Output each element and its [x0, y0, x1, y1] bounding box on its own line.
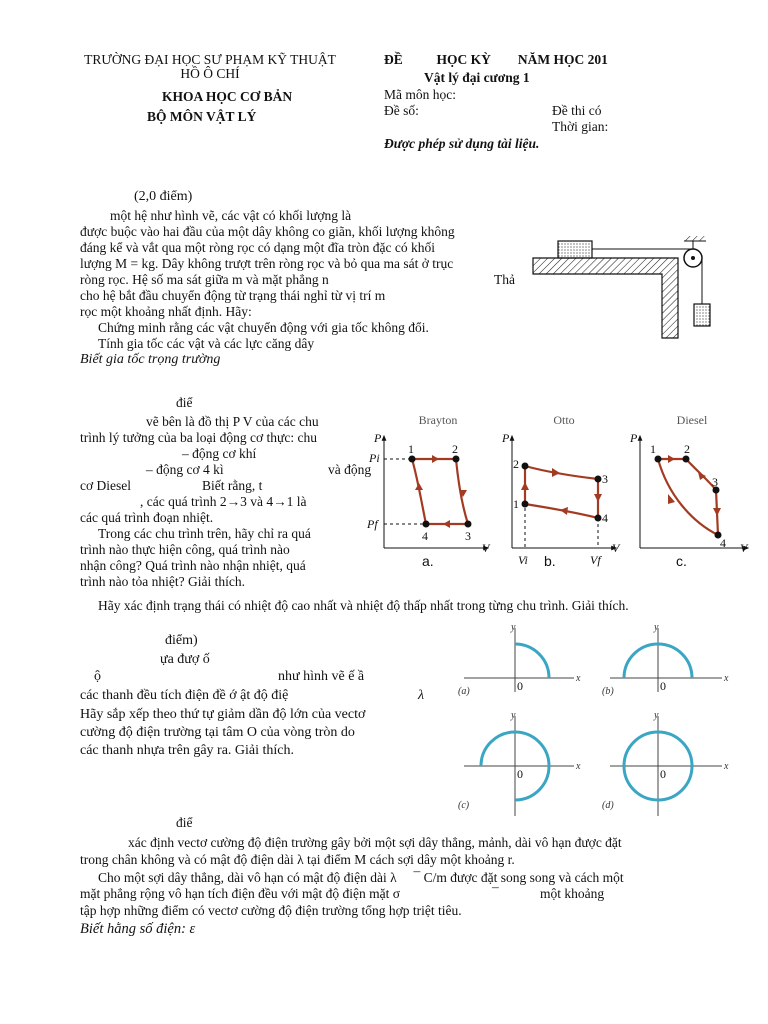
q2-line: nhận công? Quá trình nào nhận nhiệt, quá	[80, 558, 306, 573]
label-pf: Pf	[367, 517, 378, 531]
q1-points: (2,0 điểm)	[134, 189, 193, 204]
brayton-diagram	[366, 431, 491, 555]
q4-line: Biết hằng số điện: ε	[80, 921, 196, 937]
axis-v: V	[740, 541, 748, 555]
caption-a: a.	[422, 553, 434, 569]
time-label: Thời gian:	[552, 119, 609, 134]
origin-label: 0	[660, 767, 666, 781]
block-m2	[694, 304, 710, 326]
q2-line: trình nào thực hiện công, quá trình nào	[80, 542, 290, 557]
school-name-line2: HỒ Ô CHÍ	[180, 66, 240, 81]
q2-points: điể	[176, 395, 193, 410]
otto-point-1: 1	[513, 497, 519, 511]
q3-line: các thanh nhựa trên gây ra. Giải thích.	[80, 743, 294, 758]
caption-d: (d)	[602, 800, 614, 811]
q4-line: Cho một sợi dây thẳng, dài vô hạn có mật độ điện dài λ ¯ C/m được đặt song song và cách một	[98, 870, 624, 885]
caption-b: (b)	[602, 686, 614, 697]
q2-line: Biết rằng, t	[202, 478, 263, 493]
q4-line: xác định vectơ cường độ điện trường gây bởi một sợi dây thẳng, mảnh, dài vô hạn được đặt	[128, 835, 622, 850]
faculty-name: KHOA HỌC CƠ BẢN	[162, 89, 293, 104]
label-vi: Vi	[518, 553, 528, 567]
q3-line: cường độ điện trường tại tâm O của vòng tròn do	[80, 725, 355, 740]
q3-line: như hình vẽ ế ầ	[278, 669, 365, 684]
diesel-title: Diesel	[676, 413, 708, 427]
department-name: BỘ MÔN VẬT LÝ	[147, 109, 257, 124]
axis-x: x	[724, 761, 729, 772]
page-count-label: Đề thi có	[552, 103, 602, 118]
caption-a: (a)	[458, 686, 470, 697]
arc-diagram-a	[458, 622, 581, 697]
origin-label: 0	[517, 767, 523, 781]
axis-v: V	[612, 541, 620, 555]
brayton-title: Brayton	[418, 413, 458, 427]
q1-line: ròng rọc. Hệ số ma sát giữa m và mặt phẳng n	[80, 272, 329, 287]
q1-line: Biết gia tốc trọng trường	[80, 352, 221, 367]
arc-diagram-c	[458, 710, 581, 816]
q1-line: Thả	[494, 272, 515, 287]
exam-title: ĐỀ HỌC KỲ NĂM HỌC 201	[384, 52, 608, 67]
brayton-4-1	[412, 459, 426, 524]
diesel-point-1: 1	[650, 442, 656, 456]
q2-line: các quá trình đoạn nhiệt.	[80, 510, 214, 525]
q1-text	[80, 208, 520, 368]
otto-point-3: 3	[602, 472, 608, 486]
q3-lambda: λ	[418, 688, 425, 703]
q2-text	[80, 414, 372, 590]
q4-points: điể	[176, 815, 193, 830]
origin-label: 0	[660, 679, 666, 693]
materials-note: Được phép sử dụng tài liệu.	[384, 136, 540, 151]
q2-line: trình nào tỏa nhiệt? Giải thích.	[80, 574, 245, 589]
caption-b: b.	[544, 553, 556, 569]
school-name-line1: TRƯỜNG ĐẠI HỌC SƯ PHẠM KỸ THUẬT	[84, 52, 336, 67]
diesel-diagram	[629, 431, 749, 555]
caption-c: (c)	[458, 800, 470, 811]
q2-line: , các quá trình 2→3 và 4→1 là	[140, 494, 307, 509]
q1-line: cho hệ bắt đầu chuyển động từ trạng thái nghỉ từ vị trí m	[80, 288, 386, 303]
axis-p: P	[374, 431, 382, 445]
q3-line: ựa đượ ố	[160, 652, 210, 667]
otto-diagram	[501, 431, 621, 567]
label-pi: Pi	[369, 451, 380, 465]
axis-y: y	[511, 622, 516, 633]
q2-line: – động cơ 4 kì	[146, 462, 224, 477]
arc-diagram-b	[602, 622, 729, 697]
q2-line: Hãy xác định trạng thái có nhiệt độ cao nhất và nhiệt độ thấp nhất trong từng chu trình. Giải thích.	[98, 598, 629, 613]
block-m1	[558, 241, 592, 258]
q4-line: tập hợp những điểm có vectơ cường độ điện trường tổng hợp triệt tiêu.	[80, 903, 462, 918]
q2-line: – động cơ khí	[182, 446, 257, 461]
axis-p: P	[630, 431, 638, 445]
charged-arc	[515, 644, 549, 678]
label-vf: Vf	[590, 553, 601, 567]
q2-line: và động	[328, 462, 372, 477]
q2-line: Trong các chu trình trên, hãy chỉ ra quá	[98, 526, 311, 541]
q4-line: ¯	[492, 886, 499, 901]
brayton-point-3: 3	[465, 529, 471, 543]
axis-p: P	[502, 431, 510, 445]
q3-points: điểm)	[165, 633, 198, 648]
axis-y: y	[511, 710, 516, 721]
axis-x: x	[576, 673, 581, 684]
axis-y: y	[654, 710, 659, 721]
q3-line: Hãy sắp xếp theo thứ tự giảm dần độ lớn của vectơ	[80, 707, 366, 722]
q1-line: rọc một khoảng nhất định. Hãy:	[80, 304, 252, 319]
q2-line: cơ Diesel	[80, 478, 131, 493]
q4-line: trong chân không và có mật độ điện dài λ tại điểm M cách sợi dây một khoảng r.	[80, 852, 515, 867]
brayton-point-1: 1	[408, 442, 414, 456]
q2-line: vẽ bên là đồ thị P V của các chu	[146, 414, 319, 429]
otto-point-2: 2	[513, 457, 519, 471]
axis-x: x	[724, 673, 729, 684]
q4-line: một khoảng	[540, 886, 605, 901]
caption-c: c.	[676, 553, 687, 569]
otto-point-4: 4	[602, 511, 608, 525]
arc-diagram-d	[602, 710, 729, 816]
diesel-point-2: 2	[684, 442, 690, 456]
axis-y: y	[654, 622, 659, 633]
course-name: Vật lý đại cương 1	[424, 70, 530, 85]
q1-line: được buộc vào hai đầu của một dây không co giãn, khối lượng không	[80, 224, 455, 239]
otto-title: Otto	[553, 413, 575, 427]
q3-line: các thanh đều tích điện đề ớ ật độ điệ	[80, 688, 289, 703]
q1-line: Chứng minh rằng các vật chuyển động với gia tốc không đổi.	[98, 320, 429, 335]
q4-line: mặt phẳng rộng vô hạn tích điện đều với mật độ điện mặt σ	[80, 886, 400, 901]
exam-number-label: Đề số:	[384, 103, 419, 118]
diesel-4-1	[658, 459, 718, 535]
diesel-point-4: 4	[720, 536, 726, 550]
axis-x: x	[576, 761, 581, 772]
pv-diagrams-figure	[362, 410, 762, 582]
q3-line: ộ	[94, 669, 101, 684]
course-code-label: Mã môn học:	[384, 87, 456, 102]
brayton-point-4: 4	[422, 529, 428, 543]
q1-line: lượng M = kg. Dây không trượt trên ròng rọc và bỏ qua ma sát ở trục	[80, 256, 454, 271]
diesel-point-3: 3	[712, 475, 718, 489]
brayton-point-2: 2	[452, 442, 458, 456]
q1-line: một hệ như hình vẽ, các vật có khối lượng là	[110, 208, 352, 223]
charged-arcs-figure	[452, 622, 752, 818]
q1-line: Tính gia tốc các vật và các lực căng dây	[98, 336, 315, 351]
axis-v: V	[482, 541, 490, 555]
q2-line: trình lý tưởng của ba loại động cơ thực: chu	[80, 430, 317, 445]
table-surface	[533, 258, 678, 338]
q1-pulley-figure	[528, 228, 724, 344]
q1-line: đáng kể và vắt qua một ròng rọc có dạng một đĩa tròn đặc có khối	[80, 240, 436, 255]
origin-label: 0	[517, 679, 523, 693]
pulley-support	[684, 236, 706, 241]
otto-2-3	[525, 466, 598, 479]
